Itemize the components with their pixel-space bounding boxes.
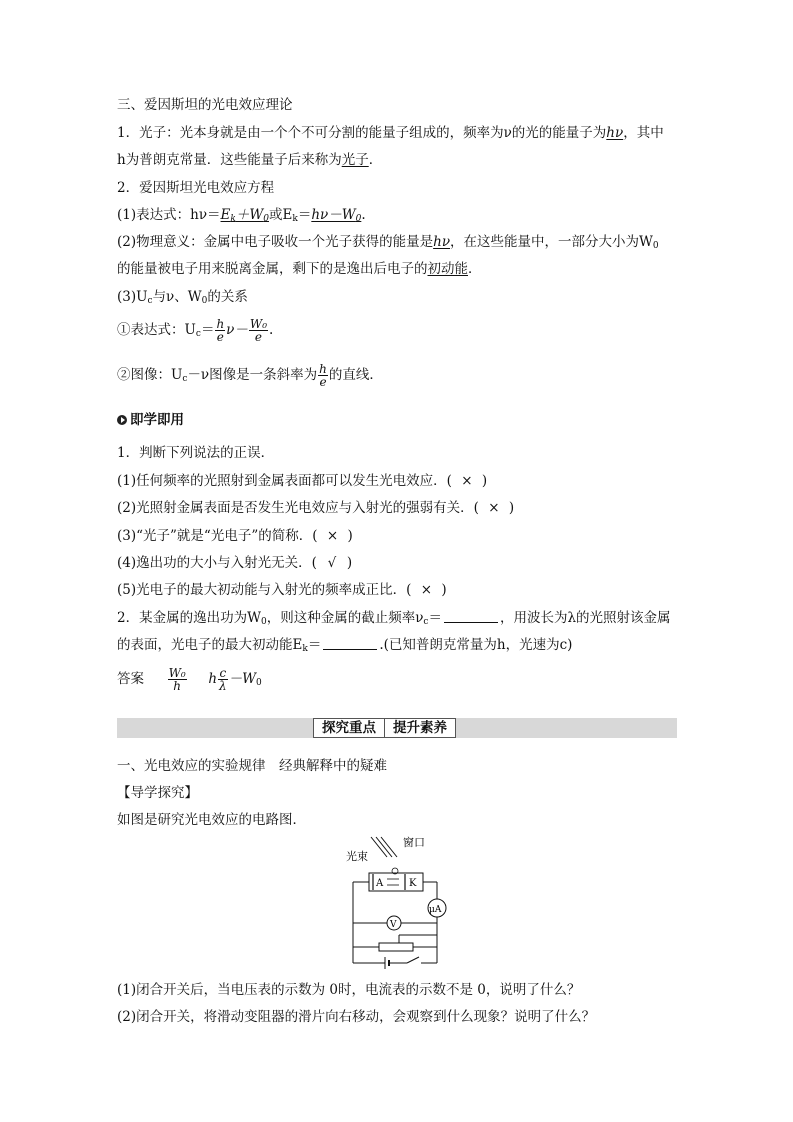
text: h为普朗克常量．这些能量子后来称为 xyxy=(117,152,342,168)
fraction xyxy=(218,667,228,692)
fraction xyxy=(215,318,225,343)
subscript: 0 xyxy=(201,296,208,306)
text: h xyxy=(208,671,218,687)
judge-item xyxy=(117,499,514,517)
text: ＝ xyxy=(428,610,442,626)
text: 即学即用 xyxy=(130,412,184,428)
text: 的关系 xyxy=(207,289,248,305)
paragraph-expression xyxy=(117,206,366,224)
text: (2)光照射金属表面是否发生光电效应与入射光的强弱有关．( xyxy=(117,500,479,516)
text: . xyxy=(361,207,366,223)
subscript: c xyxy=(423,617,429,627)
paragraph-relation xyxy=(117,288,248,306)
judge-item xyxy=(117,527,353,545)
subscript: k xyxy=(230,214,236,224)
text: ＋W xyxy=(235,207,264,223)
label-microammeter: μA xyxy=(429,905,442,915)
answer-label: 答案 xyxy=(117,671,144,687)
answer-underline: hν xyxy=(606,125,624,141)
fraction xyxy=(318,363,328,388)
section-banner-title xyxy=(313,718,456,738)
numerator: W₀ xyxy=(168,666,186,680)
subscript: c xyxy=(182,374,188,384)
text: 的表面，光电子的最大初动能E xyxy=(117,637,303,653)
banner-left-label: 探究重点 xyxy=(313,718,385,738)
text: ) xyxy=(346,555,353,571)
answer-underline: 初动能 xyxy=(427,261,468,277)
denominator: e xyxy=(319,375,327,389)
text: －W xyxy=(228,671,257,687)
subscript: c xyxy=(147,296,153,306)
text: 或E xyxy=(268,207,293,223)
text: ①表达式：U xyxy=(117,322,196,338)
text: 1．光子：光本身就是由一个个不可分割的能量子组成的，频率为ν的光的能量子为 xyxy=(117,125,607,141)
section-heading: 三、爱因斯坦的光电效应理论 xyxy=(117,97,293,113)
text: E xyxy=(220,207,231,223)
text: (1)表达式：hν＝ xyxy=(117,207,221,223)
subscript: k xyxy=(302,644,308,654)
text: ＝ xyxy=(307,637,322,653)
paragraph-photon-cont xyxy=(117,151,382,169)
text: (1)任何频率的光照射到金属表面都可以发生光电效应．( xyxy=(117,473,452,489)
text: 2．某金属的逸出功为W xyxy=(117,610,261,626)
paragraph-formula xyxy=(117,315,273,345)
label-anode: A xyxy=(376,878,384,889)
judge-mark: × xyxy=(420,582,433,598)
subscript: 0 xyxy=(355,214,362,224)
subscript: c xyxy=(195,329,201,339)
subscript: 0 xyxy=(652,241,659,251)
text: ) xyxy=(441,582,447,598)
judge-mark: √ xyxy=(327,555,337,571)
section-heading: 一、光电效应的实验规律 经典解释中的疑难 xyxy=(117,758,387,774)
label-window: 窗口 xyxy=(403,836,425,849)
paragraph-equation-title: 2．爱因斯坦光电效应方程 xyxy=(117,180,275,196)
text: ，在这些能量中，一部分大小为W xyxy=(450,234,653,250)
text: ，用波长为λ的光照射该金属 xyxy=(499,610,671,626)
denominator: λ xyxy=(219,679,227,693)
question-2-cont xyxy=(117,636,572,654)
paragraph-intro: 如图是研究光电效应的电路图． xyxy=(117,812,306,828)
judge-item xyxy=(117,554,352,572)
question-2 xyxy=(117,609,671,627)
fraction xyxy=(249,318,268,343)
subscript: k xyxy=(292,214,298,224)
text: 的直线． xyxy=(328,367,383,383)
judge-item xyxy=(117,581,447,599)
text: ＝ xyxy=(200,322,215,338)
text: ，则这种金属的截止频率ν xyxy=(266,610,424,626)
play-bullet-icon xyxy=(117,415,127,425)
question-line: (2)闭合开关，将滑动变阻器的滑片向右移动，会观察到什么现象？说明了什么？ xyxy=(117,1009,596,1025)
answer-underline xyxy=(311,207,361,223)
judge-mark: × xyxy=(461,473,473,489)
judge-mark: × xyxy=(326,528,339,544)
denominator: e xyxy=(254,330,263,344)
label-beam: 光束 xyxy=(346,850,368,863)
text: ． xyxy=(368,152,383,168)
denominator: e xyxy=(216,330,224,344)
paragraph-meaning-cont xyxy=(117,260,482,278)
section-tag: 【导学探究】 xyxy=(117,785,198,801)
photoelectric-circuit-diagram xyxy=(343,835,455,975)
text: 的能量被电子用来脱离金属，剩下的是逸出后电子的 xyxy=(117,261,428,277)
text: (3)U xyxy=(117,289,148,305)
denominator: h xyxy=(173,679,182,693)
text: hν－W xyxy=(311,207,356,223)
answer-underline xyxy=(221,207,269,223)
numerator: h xyxy=(216,317,225,331)
text: ． xyxy=(468,261,482,277)
answer-blank xyxy=(444,610,498,623)
text: (2)物理意义：金属中电子吸收一个光子获得的能量是 xyxy=(117,234,434,250)
answer-blank xyxy=(323,637,377,650)
text: . xyxy=(269,322,274,338)
answer-underline: 光子 xyxy=(341,152,369,168)
label-cathode: K xyxy=(409,878,417,889)
question-1: 1．判断下列说法的正误． xyxy=(117,445,275,461)
text: ，其中 xyxy=(623,125,664,141)
numerator: W₀ xyxy=(249,317,268,331)
text: ) xyxy=(508,500,515,516)
label-voltmeter: V xyxy=(390,920,397,930)
numerator: h xyxy=(319,362,327,376)
text: (3)“光子”就是“光电子”的简称．( xyxy=(117,528,318,544)
text: ) xyxy=(347,528,353,544)
fraction xyxy=(168,667,187,692)
practice-heading xyxy=(117,411,184,429)
text: .(已知普朗克常量为h，光速为c) xyxy=(379,637,573,653)
banner-right-label: 提升素养 xyxy=(385,718,456,738)
text: (4)逸出功的大小与入射光无关．( xyxy=(117,555,317,571)
text: －ν图像是一条斜率为 xyxy=(187,367,318,383)
paragraph-graph xyxy=(117,360,383,390)
switch-lever xyxy=(407,957,419,963)
text: (5)光电子的最大初动能与入射光的频率成正比．( xyxy=(117,582,412,598)
judge-item xyxy=(117,472,487,490)
rheostat xyxy=(379,943,413,951)
text: 与ν、W xyxy=(152,289,202,305)
answer-line xyxy=(117,664,262,694)
text: ②图像：U xyxy=(117,367,183,383)
text: ν－ xyxy=(226,322,248,338)
answer-underline: hν xyxy=(433,234,451,250)
subscript: 0 xyxy=(260,617,267,627)
subscript: 0 xyxy=(256,678,262,688)
paragraph-meaning xyxy=(117,233,659,251)
text: ) xyxy=(481,473,488,489)
numerator: c xyxy=(219,666,227,680)
text: ＝ xyxy=(297,207,312,223)
subscript: 0 xyxy=(263,214,269,224)
paragraph-photon xyxy=(117,124,664,142)
question-line: (1)闭合开关后，当电压表的示数为 0时，电流表的示数不是 0，说明了什么？ xyxy=(117,982,581,998)
judge-mark: × xyxy=(488,500,500,516)
